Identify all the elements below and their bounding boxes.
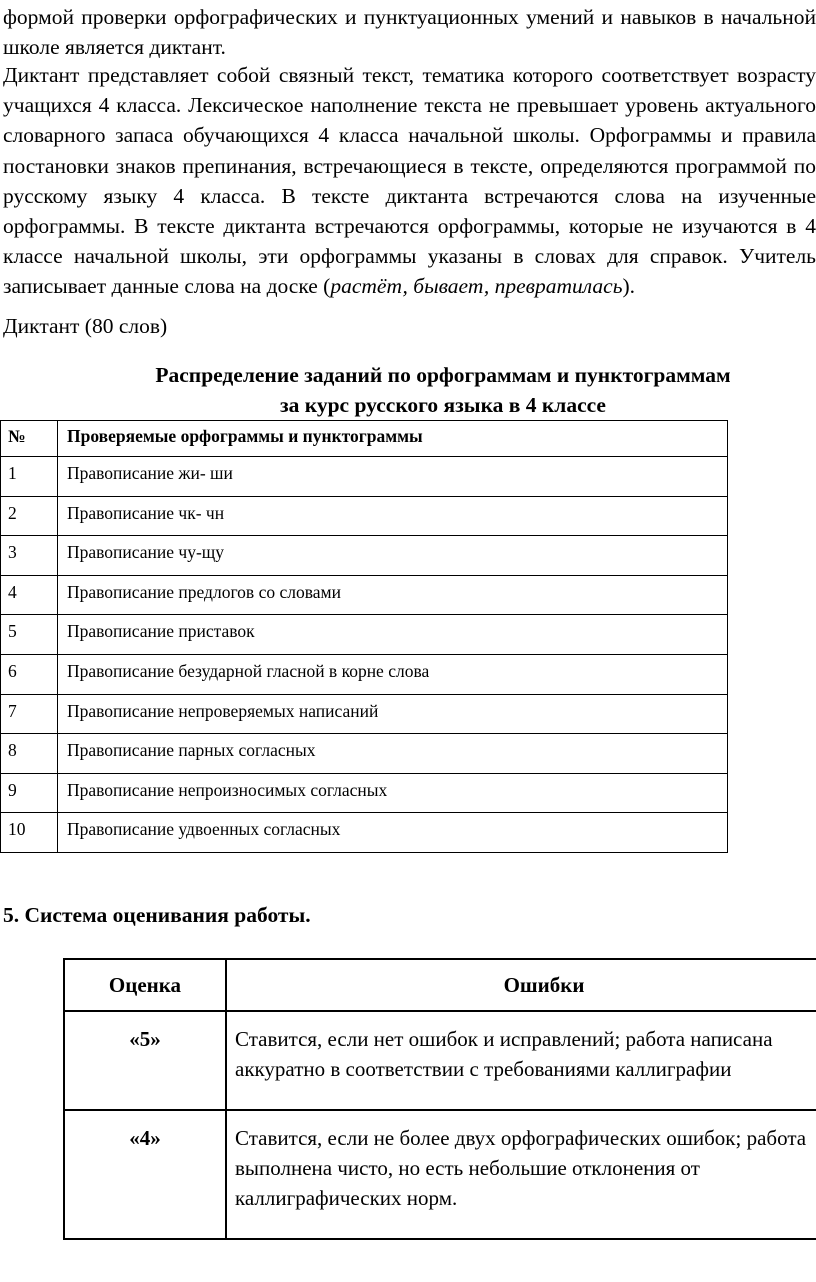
- table-row: [1, 575, 728, 615]
- row-topic: Правописание непроверяемых написаний: [58, 694, 728, 734]
- column-header-topic: Проверяемые орфограммы и пунктограммы: [58, 421, 728, 457]
- grade-value: «5»: [64, 1011, 226, 1110]
- grade-description: Ставится, если не более двух орфографических ошибок; работа выполнена чисто, но есть небольшие отклонения от каллиграфических норм.: [226, 1110, 816, 1239]
- row-topic: Правописание предлогов со словами: [58, 575, 728, 615]
- row-topic: Правописание чк- чн: [58, 496, 728, 536]
- column-header-grade: Оценка: [64, 959, 226, 1011]
- distribution-table-header: [1, 421, 728, 457]
- table-row: [1, 813, 728, 853]
- grade-description: Ставится, если нет ошибок и исправлений; работа написана аккуратно в соответствии с требованиями каллиграфии: [226, 1011, 816, 1110]
- grading-row: [64, 1110, 816, 1239]
- grading-table: [63, 958, 816, 1240]
- row-topic: Правописание удвоенных согласных: [58, 813, 728, 853]
- row-number: 6: [1, 654, 58, 694]
- row-topic: Правописание приставок: [58, 615, 728, 655]
- row-number: 9: [1, 773, 58, 813]
- table-row: [1, 615, 728, 655]
- row-topic: Правописание безударной гласной в корне слова: [58, 654, 728, 694]
- intro-paragraph-1: формой проверки орфографических и пунктуационных умений и навыков в начальной школе является диктант.: [3, 5, 816, 60]
- table-row: [1, 734, 728, 774]
- distribution-title-line-1: Распределение заданий по орфограммам и пунктограммам: [155, 363, 731, 387]
- distribution-table: [0, 420, 728, 853]
- row-number: 2: [1, 496, 58, 536]
- row-number: 8: [1, 734, 58, 774]
- distribution-title-line-2: за курс русского языка в 4 классе: [280, 393, 606, 417]
- grade-value: «4»: [64, 1110, 226, 1239]
- grading-row: [64, 1011, 816, 1110]
- table-row: [1, 773, 728, 813]
- grading-table-header: [64, 959, 816, 1011]
- intro-paragraph-2-text: Диктант представляет собой связный текст, тематика которого соответствует возрасту учащихся 4 класса. Лексическое наполнение текста не превышает уровень актуального словарного запаса обучающихся 4 класса начальной школы. Орфограммы и правила постановки знаков препинания, встречающиеся в тексте, определяются программой по русскому языку 4 класса. В тексте диктанта встречаются слова на изученные орфограммы. В тексте диктанта встречаются орфограммы, которые не изучаются в 4 классе начальной школы, эти орфограммы указаны в словах для справок. Учитель записывает данные слова на доске (: [3, 63, 816, 299]
- intro-paragraph-2: [3, 60, 816, 302]
- row-number: 3: [1, 536, 58, 576]
- row-number: 1: [1, 457, 58, 497]
- row-number: 4: [1, 575, 58, 615]
- table-row: [1, 457, 728, 497]
- row-number: 7: [1, 694, 58, 734]
- intro-paragraph-2-end: ).: [622, 274, 636, 299]
- row-topic: Правописание жи- ши: [58, 457, 728, 497]
- table-row: [1, 654, 728, 694]
- table-row: [1, 694, 728, 734]
- grading-section-title: 5. Система оценивания работы.: [3, 903, 311, 927]
- row-topic: Правописание чу-щу: [58, 536, 728, 576]
- column-header-errors: Ошибки: [226, 959, 816, 1011]
- row-number: 10: [1, 813, 58, 853]
- reference-words: растёт, бывает, превратилась: [330, 274, 623, 299]
- row-topic: Правописание непроизносимых согласных: [58, 773, 728, 813]
- table-row: [1, 536, 728, 576]
- column-header-number: №: [1, 421, 58, 457]
- row-topic: Правописание парных согласных: [58, 734, 728, 774]
- dictation-word-count: Диктант (80 слов): [3, 314, 168, 338]
- row-number: 5: [1, 615, 58, 655]
- table-row: [1, 496, 728, 536]
